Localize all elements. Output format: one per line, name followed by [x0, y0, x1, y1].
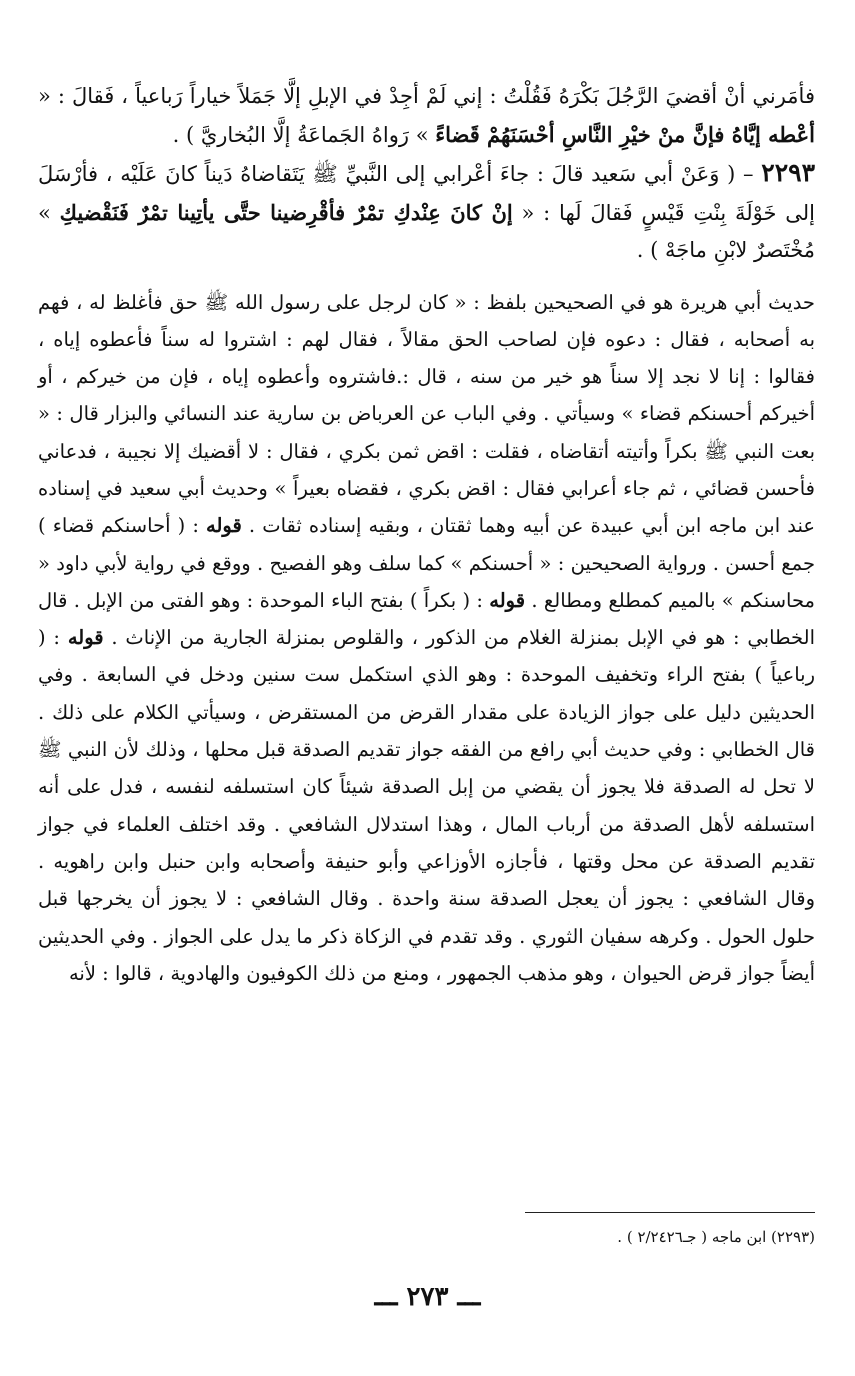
commentary-part: : ( رباعياً ) بفتح الراء وتخفيف الموحدة : وهو الذي استكمل ست سنين ودخل في السابعة . وفي الحديثين دليل على جواز الزيادة على مقدار القرض من المستقرض ، وسيأتي الكلام على ذلك . قال الخطابي : وفي حديث أبي رافع من الفقه جواز تقديم الصدقة قبل محلها ، وذلك لأن النبي ﷺ لا تحل له الصدقة فلا يجوز أن يقضي من إبل الصدقة شيئاً كان استسلفه لنفسه ، فدل على أنه استسلفه لأهل الصدقة من أرباب المال ، وهذا استدلال الشافعي . وقد اختلف العلماء في جواز تقديم الصدقة عن محل وقتها ، فأجازه الأوزاعي وأبو حنيفة وأصحابه وابن حنبل وابن راهويه . وقال الشافعي : يجوز أن يعجل الصدقة سنة واحدة . وقال الشافعي : لا يجوز أن يخرجها قبل حلول الحول . وكرهه سفيان الثوري . وقد تقدم في الزكاة ذكر ما يدل على الجواز . وفي الحديثين أيضاً جواز قرض الحيوان ، وهو مذهب الجمهور ، ومنع من ذلك الكوفيون والهادوية ، قالوا : لأنه	[38, 626, 815, 985]
hadith-2293	[38, 154, 815, 270]
prophet-saying: أعْطه إيَّاهُ فإنَّ منْ خيْرِ النَّاسِ أحْسَنَهُمْ قَضاءً	[435, 121, 815, 147]
commentary-text	[38, 284, 815, 993]
footnote-divider	[525, 1212, 815, 1213]
hadith-body: – ( وَعَنْ أبي سَعيد قالَ : جاءَ أعْرابي إلى النَّبيِّ ﷺ يَتَقاضاهُ دَيناً كانَ عَلَيْه ، فأرْسَلَ إلى خَوْلَةَ بِنْتِ قَيْسٍ فَقالَ لَها : «	[38, 162, 815, 225]
keyword-qawluh: قوله	[206, 514, 242, 538]
page-number: ـــ ٢٧٣ ـــ	[374, 1282, 481, 1312]
hadith-text	[38, 78, 815, 270]
hadith-line-intro: فَقالَ : «	[38, 84, 115, 108]
commentary-part: : ( بكراً ) بفتح الباء الموحدة : وهو الفتى من الإبل . قال الخطابي : هو في الإبل بمنزلة الغلام من الذكور ، والقلوص بمنزلة الجارية من الإناث .	[38, 588, 815, 650]
commentary-paragraph	[38, 284, 815, 993]
hadith-2292-ending	[38, 78, 815, 154]
commentary-part: حديث أبي هريرة هو في الصحيحين بلفظ : « كان لرجل على رسول الله ﷺ حق فأغلظ له ، فهم به أصحابه ، فقال : دعوه فإن لصاحب الحق مقالاً ، فقال لهم : اشتروا له سناً فأعطوه إياه ، فقالوا : إنا لا نجد إلا سناً هو خير من سنه ، قال :.فاشتروه وأعطوه إياه ، فإن من خيركم ، أو أخيركم أحسنكم قضاء » وسيأتي . وفي الباب عن العرباض بن سارية عند النسائي والبزار قال : « بعت النبي ﷺ بكراً وأتيته أتقاضاه ، فقلت : اقض ثمن بكري ، فقال : لا أقضيك إلا نجيبة ، فدعاني فأحسن قضائي ، ثم جاء أعرابي فقال : اقض بكري ، فقضاه بعيراً » وحديث أبي سعيد في إسناده عند ابن ماجه ابن أبي عبيدة عن أبيه وهما ثقتان ، وبقيه إسناده ثقات .	[38, 290, 815, 538]
prophet-saying: إنْ كانَ عِنْدكِ تمْرٌ فأقْرِضينا حتَّى يأتِينا تمْرٌ فَنَقْضيكِ	[59, 199, 513, 225]
hadith-source: » رَواهُ الجَماعَةُ إلَّا البُخاريَّ ) .	[172, 122, 436, 147]
keyword-qawluh: قوله	[489, 588, 526, 612]
commentary-part: : ( أحاسنكم قضاء ) جمع أحسن . ورواية الصحيحين : « أحسنكم » كما سلف وهو الفصيح . ووقع في رواية لأبي داود « محاسنكم » بالميم كمطلع ومطالع .	[38, 514, 816, 612]
hadith-source: » مُخْتَصرٌ لابْنِ ماجَهْ ) .	[38, 200, 815, 262]
hadith-line: فأمَرني أنْ أقضيَ الرَّجُلَ بَكْرَهُ فَقُلْتُ : إني لَمْ أجِدْ في الإبلِ إلَّا جَمَلاً خياراً رَباعياً ،	[121, 84, 815, 108]
keyword-qawluh: قوله	[67, 626, 104, 650]
hadith-number: ٢٢٩٣	[761, 158, 815, 187]
footnote: (٢٢٩٣) ابن ماجه ( جـ٢/٢٤٢٦ ) .	[617, 1228, 815, 1246]
